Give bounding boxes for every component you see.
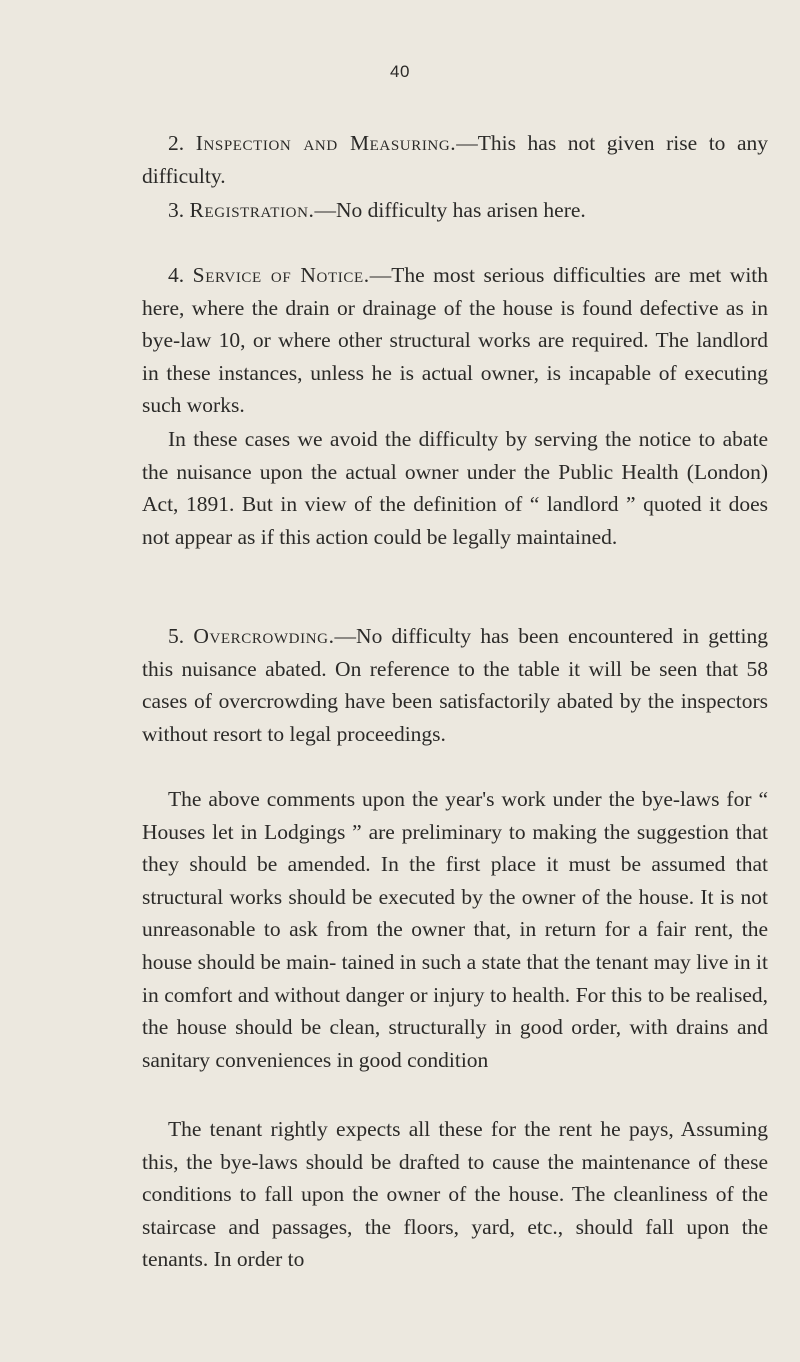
section-number: 3. (168, 198, 185, 222)
paragraph-text: The above comments upon the year's work under the bye-laws for “ Houses let in Lodgings ” are preliminary to making the suggestion that they should be amended. In the first place it must be assumed that structural works should be executed by the owner of the house. It is not unreasonable to ask from the owner that, in return for a fair rent, the house should be main- tained in such a state that the tenant may live in it in comfort and without danger or injury to health. For this to be realised, the house should be clean, structurally in good order, with drains and sanitary conveniences in good condition (142, 787, 768, 1072)
section-text: —This has not given rise to any difficulty. (142, 131, 769, 188)
paragraph-comments-bye-laws (142, 783, 768, 1076)
section-text: —No difficulty has arisen here. (314, 198, 586, 222)
section-registration (168, 194, 768, 227)
section-heading: Registration. (189, 198, 315, 222)
section-heading: Overcrowding. (193, 624, 335, 648)
paragraph-text: The tenant rightly expects all these for the rent he pays, Assuming this, the bye-laws should be drafted to cause the maintenance of these conditions to fall upon the owner of the house. The cleanliness of the staircase and passages, the floors, yard, etc., should fall upon the tenants. In order to (142, 1117, 768, 1272)
section-text: —No difficulty has been encountered in getting this nuisance abated. On reference to the table it will be seen that 58 cases of overcrowding have been satisfactorily abated by the inspectors without resort to legal proceedings. (142, 624, 768, 746)
section-heading: Inspection and Measuring. (195, 131, 457, 155)
paragraph-tenant-expectations (142, 1113, 768, 1276)
page-number: 40 (390, 62, 410, 81)
section-text: —The most serious difficulties are met with here, where the drain or drainage of the house is found defective as in bye-law 10, or where other structural works are required. The landlord in these instances, unless he is actual owner, is incapable of executing such works. (142, 263, 769, 418)
section-heading: Service of Notice. (192, 263, 370, 287)
section-service-of-notice (142, 259, 768, 422)
paragraph-text: In these cases we avoid the difficulty by serving the notice to abate the nuisance upon the actual owner under the Public Health (London) Act, 1891. But in view of the definition of “ landlord ” quoted it does not appear as if this action could be legally maintained. (142, 427, 768, 549)
paragraph-avoid-difficulty (142, 423, 768, 553)
section-inspection-and-measuring (142, 127, 768, 192)
section-number: 5. (168, 624, 185, 648)
section-number: 2. (168, 131, 185, 155)
section-number: 4. (168, 263, 185, 287)
section-overcrowding (142, 620, 768, 750)
